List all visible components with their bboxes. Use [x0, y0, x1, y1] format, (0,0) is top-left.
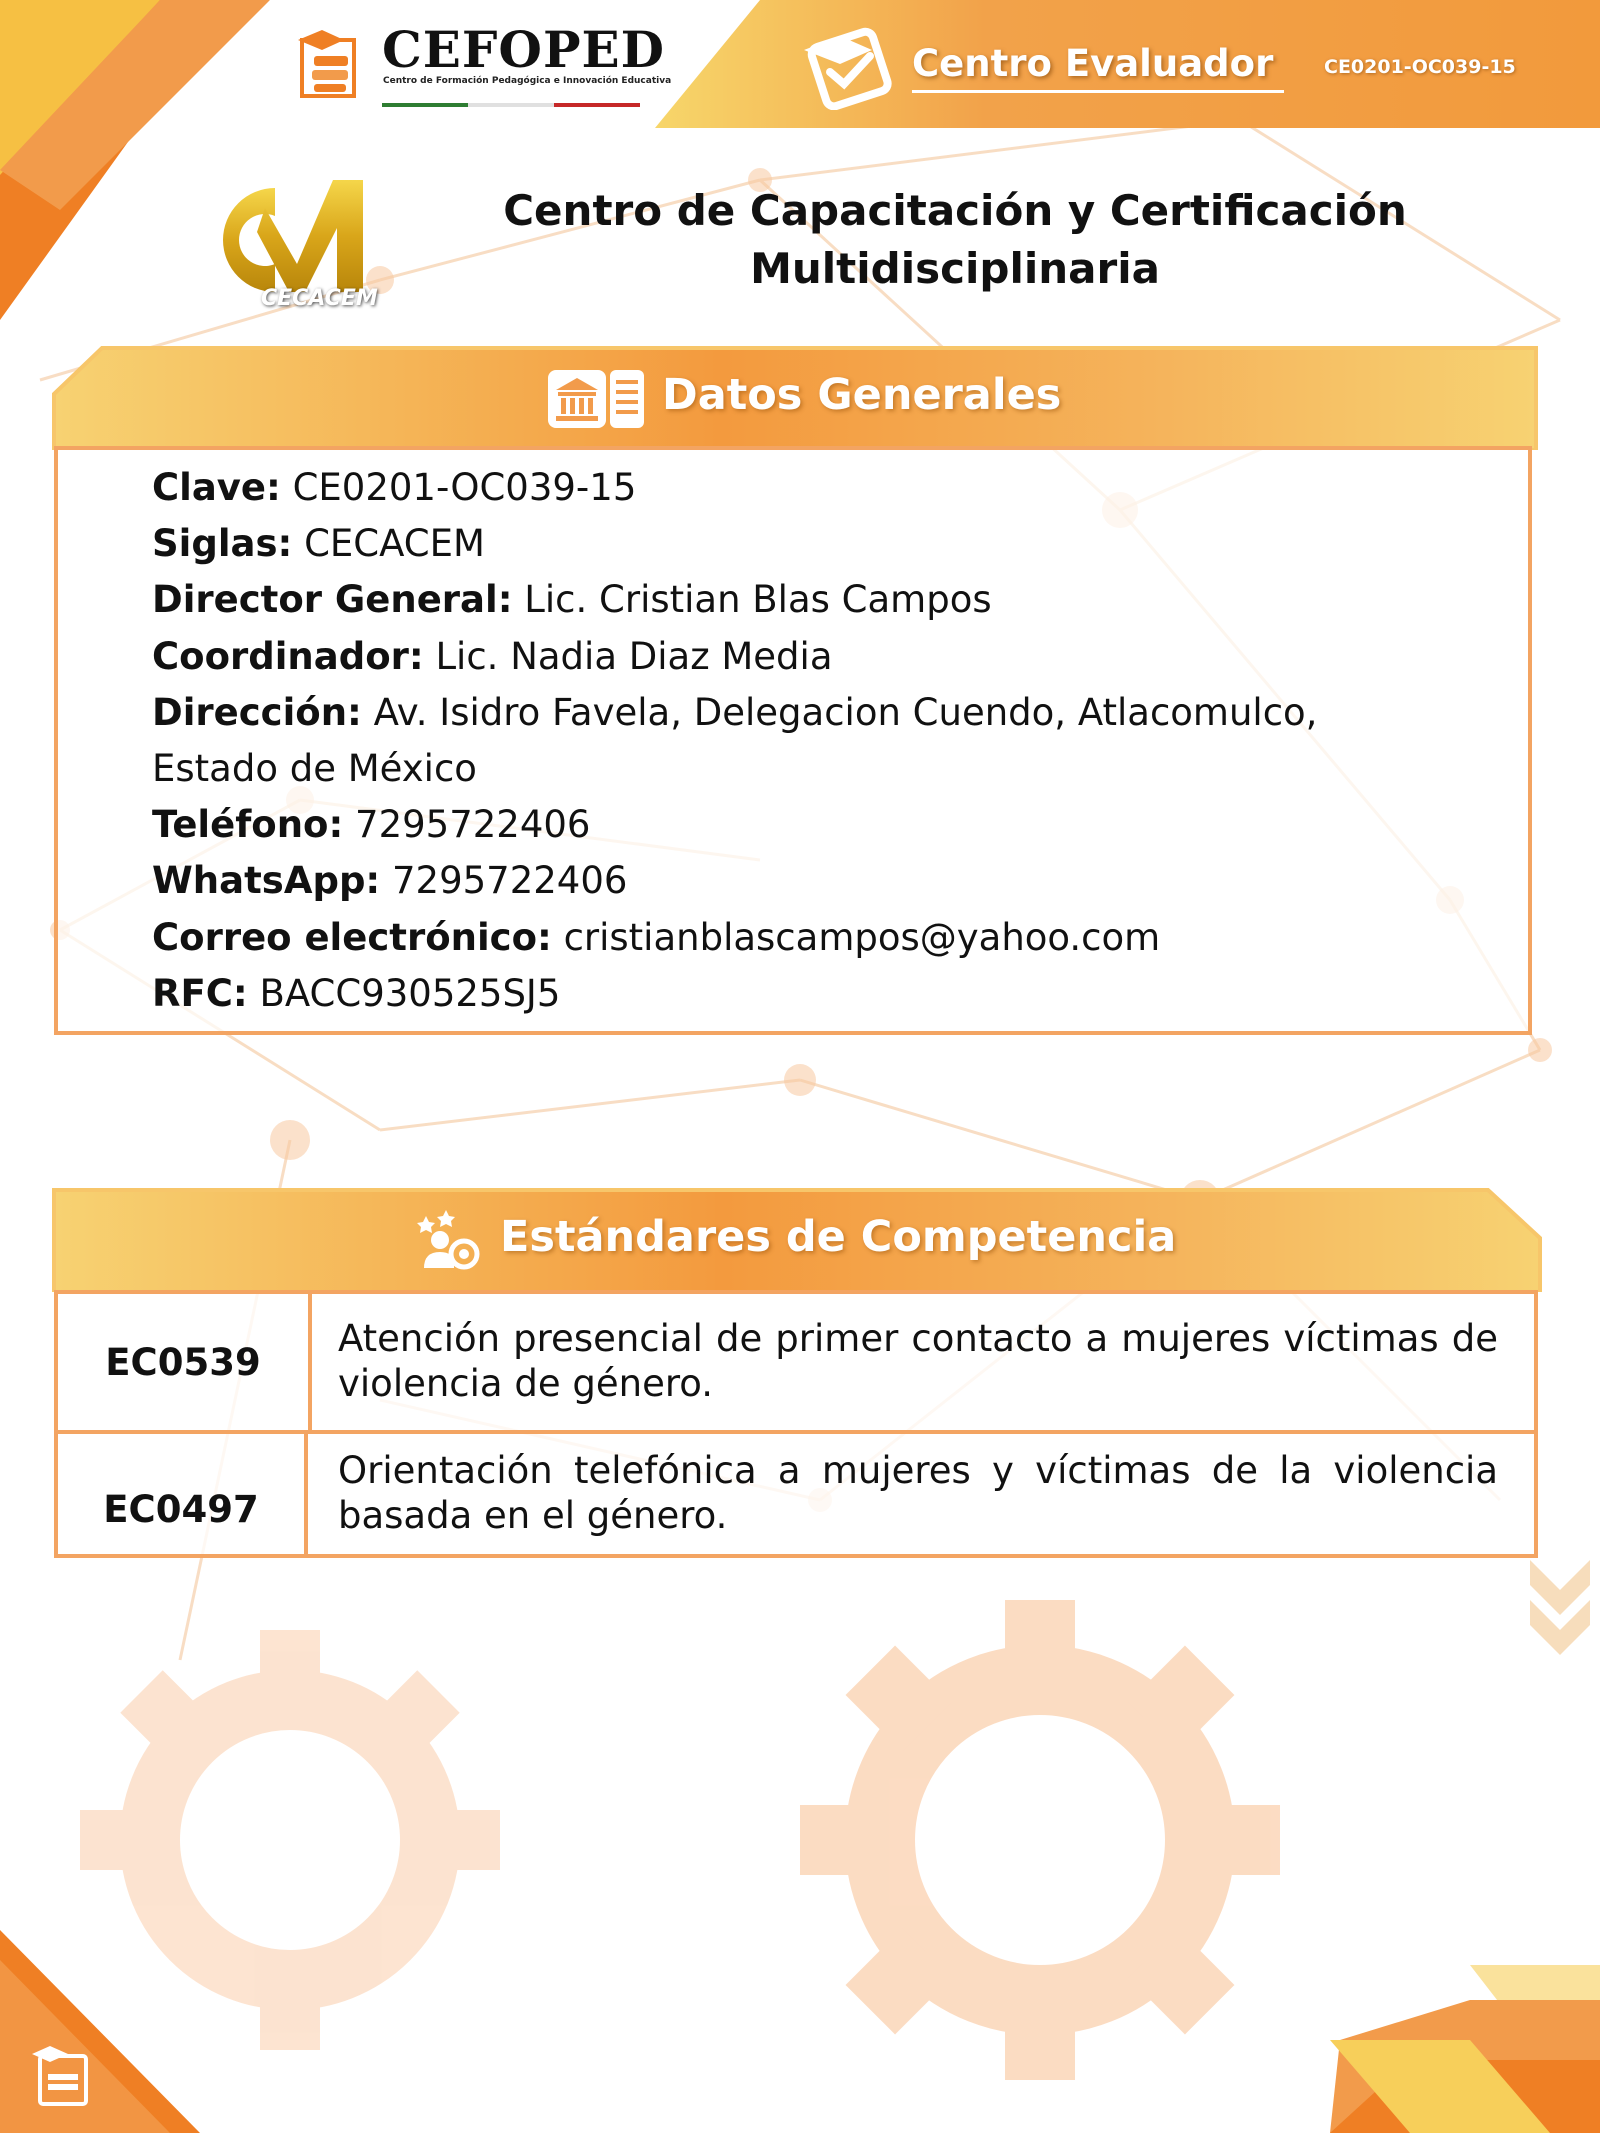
standard-code: EC0497 — [58, 1434, 308, 1554]
field-clave — [152, 460, 1402, 516]
field-value: Av. Isidro Favela, Delegacion Cuendo, Atlacomulco, — [373, 690, 1318, 734]
centro-evaluador-title: Centro Evaluador — [912, 42, 1274, 85]
estandares-title: Estándares de Competencia — [500, 1212, 1177, 1262]
standard-description: Orientación telefónica a mujeres y víctimas de la violencia basada en el género. — [338, 1449, 1498, 1537]
institution-icon — [546, 368, 646, 430]
evaluador-code: CE0201-OC039-15 — [1324, 56, 1516, 78]
field-value: 7295722406 — [355, 803, 591, 847]
field-label: Correo electrónico: — [152, 915, 552, 959]
cefoped-logo — [296, 20, 672, 102]
organization-title: Centro de Capacitación y Certificación Multidisciplinaria — [503, 186, 1407, 293]
field-value: Lic. Nadia Diaz Media — [435, 634, 833, 678]
field-label: Siglas: — [152, 522, 293, 566]
graduation-check-icon — [800, 20, 896, 110]
field-label: Clave: — [152, 466, 281, 509]
field-director — [152, 572, 1402, 628]
gear-icon — [800, 1600, 1280, 2080]
award-people-icon — [416, 1208, 482, 1274]
field-label: RFC: — [152, 971, 248, 1015]
field-value: Lic. Cristian Blas Campos — [524, 578, 992, 622]
cefoped-logo-text: CEFOPED — [382, 20, 666, 79]
datos-generales-title: Datos Generales — [662, 370, 1062, 420]
field-coordinador — [152, 629, 1402, 685]
field-label: Teléfono: — [152, 803, 344, 847]
table-row — [58, 1434, 1534, 1554]
field-correo — [152, 910, 1402, 966]
standard-description: Atención presencial de primer contacto a mujeres víctimas de violencia de género. — [338, 1317, 1498, 1405]
field-whatsapp — [152, 853, 1402, 909]
field-siglas — [152, 516, 1402, 572]
field-label: Coordinador: — [152, 634, 424, 678]
field-label: Director General: — [152, 578, 513, 622]
field-rfc — [152, 966, 1402, 1022]
tricolor-bar — [382, 92, 640, 100]
table-row — [58, 1294, 1534, 1434]
field-value: BACC930525SJ5 — [259, 971, 561, 1015]
field-value: CECACEM — [304, 522, 485, 566]
cecacem-logo-text: CECACEM — [261, 286, 378, 311]
page-header — [0, 0, 1600, 128]
estandares-table — [54, 1290, 1538, 1558]
field-label: WhatsApp: — [152, 859, 381, 903]
field-direccion — [152, 685, 1402, 741]
graduation-book-icon — [296, 26, 358, 98]
field-direccion-continuation: Estado de México — [152, 747, 477, 791]
cecacem-logo — [205, 168, 377, 318]
standard-code: EC0539 — [58, 1294, 312, 1430]
datos-generales-list — [152, 460, 1402, 1022]
email-link[interactable]: cristianblascampos@yahoo.com — [563, 915, 1161, 959]
cefoped-logo-subtitle: Centro de Formación Pedagógica e Innovación Educativa — [383, 76, 672, 86]
field-telefono — [152, 797, 1402, 853]
field-value: 7295722406 — [392, 859, 628, 903]
field-value: CE0201-OC039-15 — [292, 466, 637, 509]
field-label: Dirección: — [152, 690, 362, 734]
gear-icon — [80, 1630, 500, 2050]
graduation-book-icon — [26, 2040, 92, 2110]
title-underline — [912, 90, 1284, 93]
